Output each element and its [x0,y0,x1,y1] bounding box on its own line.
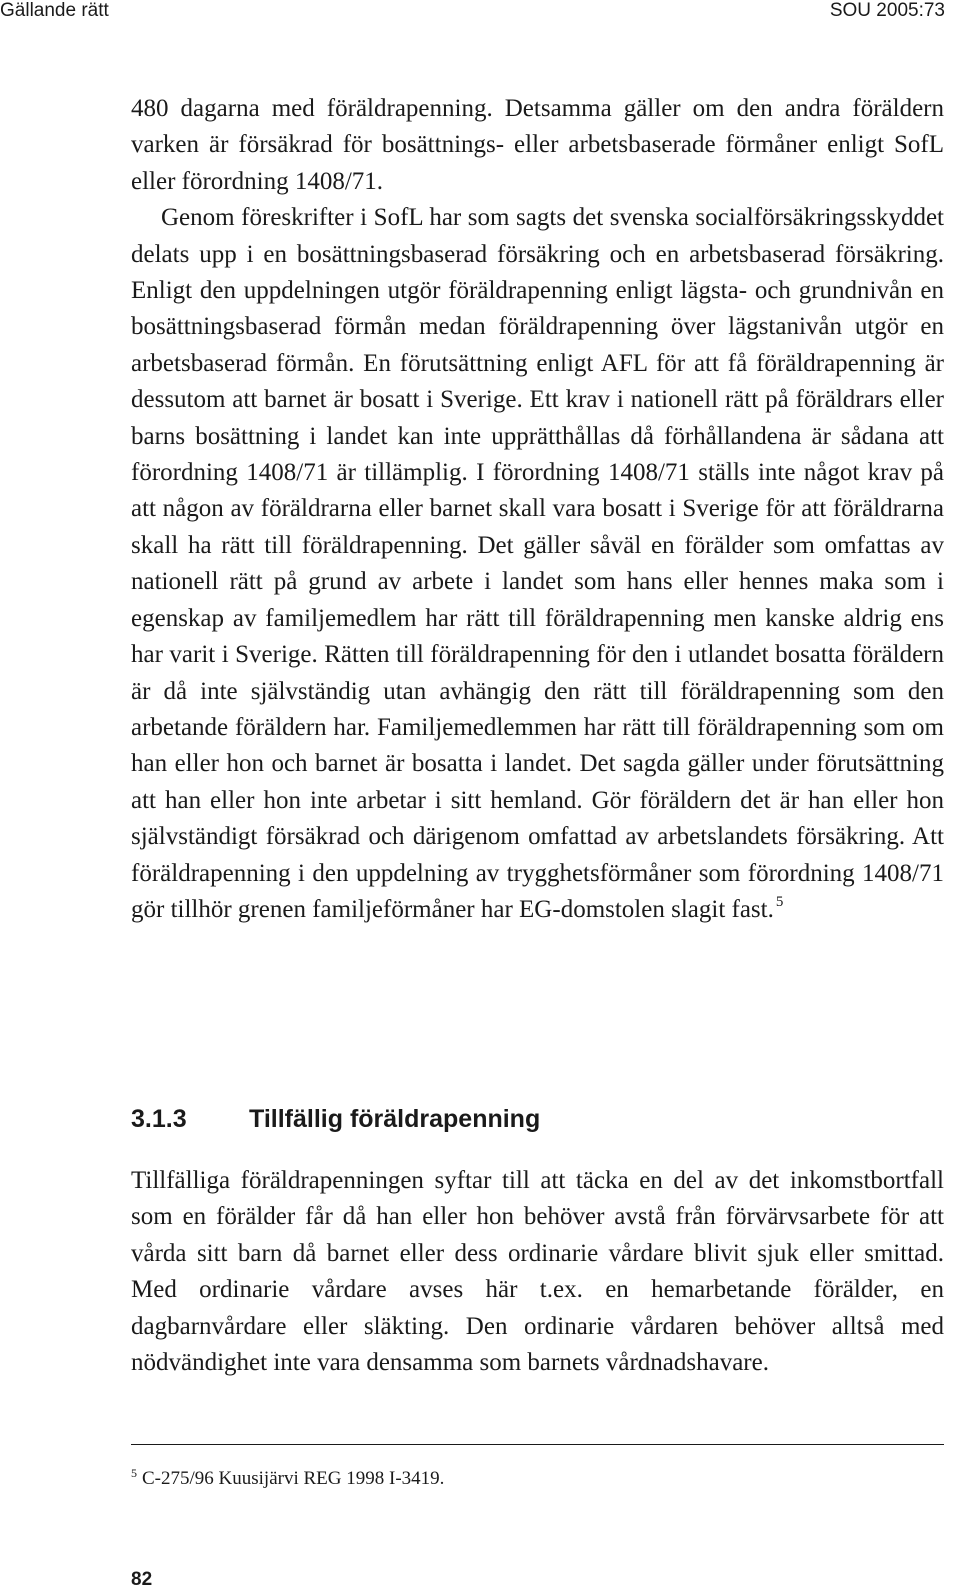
footnote [131,1461,444,1491]
page-number: 82 [131,1569,153,1590]
footnote-divider [131,1444,944,1445]
paragraph-main-text: Genom föreskrifter i SofL har som sagts det svenska socialförsäkringsskyddet delats upp i en bosättningsbaserad försäkring och en arbetsbaserad försäkring. Enligt den uppdelningen utgör föräldrapenning enligt lägsta- och grundnivån en bosättningsbaserad förmån medan föräldrapenning över lägstanivån utgör en arbetsbaserad förmån. En förutsättning enligt AFL för att få föräldrapenning är dessutom att barnet är bosatt i Sverige. Ett krav i nationell rätt på föräldrars eller barns bosättning i landet kan inte upprätthållas då förhållandena är sådana att förordning 1408/71 är tillämplig. I förordning 1408/71 ställs inte något krav på att någon av föräldrarna eller barnet skall vara bosatt i Sverige för att föräldrarna skall ha rätt till föräldrapenning. Det gäller såväl en förälder som omfattas av nationell rätt på grund av arbete i landet som hans eller hennes maka som i egenskap av familjemedlem har rätt till föräldrapenning men kanske aldrig ens har varit i Sverige. Rätten till föräldrapenning för den i utlandet bosatta föräldern är då inte självständig utan avhängig den rätt till föräldrapenning som den arbetande föräldern har. Familjemedlemmen har rätt till föräldrapenning som om han eller hon och barnet är bosatta i landet. Det sagda gäller under förutsättning att han eller hon inte arbetar i sitt hemland. Gör föräldern det är han eller hon självständigt försäkrad och därigenom omfattad av arbetslandets försäkring. Att föräldrapenning i den uppdelning av trygghetsförmåner som förordning 1408/71 gör tillhör grenen familjeförmåner har EG-domstolen slagit fast. [131,204,944,923]
paragraph-text: Tillfälliga föräldrapenningen syftar till att täcka en del av det inkomstbortfall som en förälder får då han eller hon behöver avstå från förvärvsarbete för att vårda sitt barn då barnet eller dess ordinarie vårdare blivit sjuk eller smittad. Med ordinarie vårdare avses här t.ex. en hemarbetande förälder, en dagbarnvårdare eller släkting. Den ordinarie vårdaren behöver alltså med nödvändighet inte vara densamma som barnets vårdnadshavare. [131,1167,944,1377]
footnote-text: C-275/96 Kuusijärvi REG 1998 I-3419. [142,1468,445,1490]
paragraph-main [131,200,944,928]
body-paragraph-2 [131,1163,944,1381]
section-number: 3.1.3 [131,1105,187,1133]
section-heading [131,1103,540,1135]
footnote-reference[interactable]: 5 [775,894,784,911]
paragraph-continuation: 480 dagarna med föräldrapenning. Detsamma gäller om den andra föräldern varken är försäkrad för bosättnings- eller arbetsbaserade förmåner enligt SofL eller förordning 1408/71. [131,95,944,195]
section-title: Tillfällig föräldrapenning [249,1105,541,1133]
header-document-id: SOU 2005:73 [829,0,945,21]
body-paragraph-1 [131,91,944,928]
header-chapter-title: Gällande rätt [0,0,109,21]
footnote-marker: 5 [131,1466,137,1480]
running-header [0,0,945,22]
